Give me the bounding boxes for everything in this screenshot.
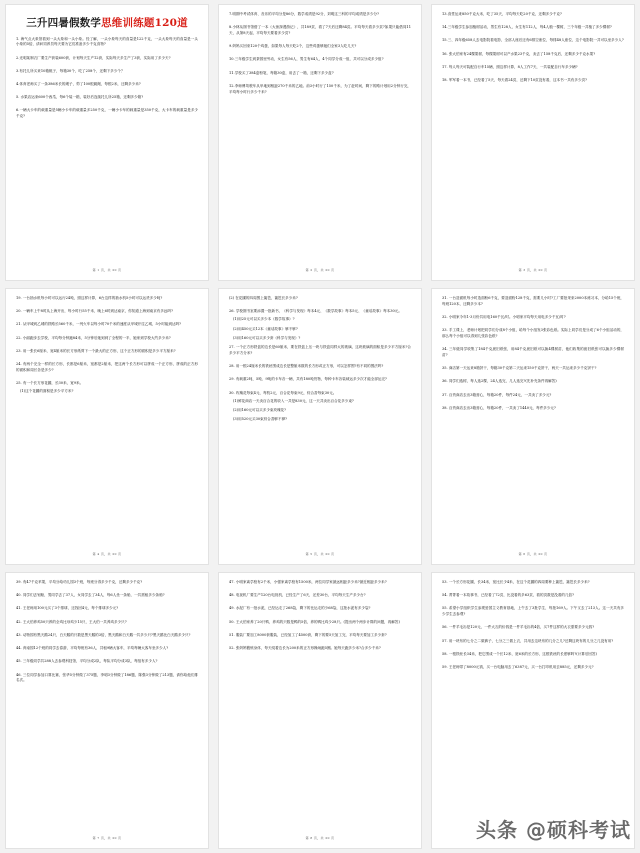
- question-item: 20. 一辆车上午8时从上海开出，每小时行55千米，晚上6时到达南京，你知道上海到南京有多远吗?: [16, 309, 173, 314]
- page-footer: 第 4 页，共 20 页: [92, 552, 122, 556]
- question-item: 14.三年级学生参加植树活动，男生有128人，女生有112人，每4人植一棵树，三个年级一共植了多少棵树?: [442, 25, 612, 30]
- page-title: [16, 18, 198, 30]
- document-page-7[interactable]: [5, 572, 209, 849]
- page-footer: 第 1 页，共 20 页: [92, 268, 122, 272]
- question-list: [229, 12, 411, 264]
- question-item: 35. 商店第一天运来8箱饼干，每箱30千克第二天运来150千克饼干，两天一共运来多少千克饼干?: [442, 366, 597, 371]
- page-footer: 第 7 页，共 20 页: [92, 836, 122, 840]
- document-page-2[interactable]: [218, 4, 422, 281]
- question-item: 10.三年级学生到茶园里劳动，女生有56人，男生有64人，4个同学分成一组，共可以分成多少组?: [229, 57, 384, 62]
- question-item: 8.小林从图书馆借了一本《大侦探漫游记》，共189页，看了7天后还剩84页。平均每天看多少页?如果只能借同11天，从第8天起，平均每天要看多少页?: [229, 25, 411, 35]
- question-item: 4.体育老师买了一条386米长的绳子，剪了100根跳绳，每根2米，还剩多少米?: [16, 81, 141, 86]
- question-item: 3.有托儿所买来10箱桃子，每箱30个，吃了258个，还剩下多少个？: [16, 68, 125, 73]
- question-item: 40. 同学们去划船，男同学去了37人，女同学去了34人，每6人坐一条船，一共需租多少条船?: [16, 593, 165, 598]
- page-footer: 第 6 页，共 20 页: [518, 552, 548, 556]
- question-item: 43. 动物园有黑天鹅24只，白天鹅的只数是黑天鹅的3倍，黑天鹅和白天鹅一共多少只?黑天鹅比白天鹅多少只?: [16, 632, 191, 637]
- question-item: 31. 一台造面机每小时造面粉6千克，要造面粉128千克，需要几小时?工厂要批采来2000本练习本，分给15个班，每班120本，还剩多少本?: [442, 296, 624, 306]
- question-item: 44. 育南园12个班的同学去春游，平均每班有36人，共租9辆大客车，平均每辆大客车坐多少人?: [16, 646, 169, 651]
- question-item: 16. 张大伯家有24棵果树，每棵果树可以产水果23千克，卖去了158千克后，还剩多少千克水果?: [442, 51, 596, 56]
- question-list: [16, 580, 198, 832]
- question-item: 9.妈妈买回来120个鸡蛋，如果每人每天吃2个，这些鸡蛋够她们全家3人吃几天?: [229, 44, 357, 49]
- question-list: [442, 580, 624, 844]
- question-subitem: (3)用160元可以买多少套《科学与发现》?: [233, 335, 301, 340]
- question-item: 26. 学校图书室要添置一批新书，《科学与发现》每本4元、《数学故事》每本5元、《童话故事》每本30元。: [229, 309, 402, 314]
- document-page-9[interactable]: [431, 572, 635, 849]
- question-item: 27. 一个正方形铁盒的边长是60厘米，要在铁盒上压一块与铁盒同样大的玻璃，这块玻璃的面积是多少平方厘米?合多少平方分米?: [229, 345, 411, 355]
- page-footer: 第 2 页，共 20 页: [305, 268, 335, 272]
- question-item: 58. 一根铁丝长34米，把它围成一个长12米、宽6米的长方形，这根铁丝的长度够吗?(计算后回答): [442, 651, 597, 656]
- question-item: 28. 用一根24厘米长的铁丝围成边长是整厘米数的长方形或正方形，可以怎样围?有不同的围法吗?: [229, 364, 384, 369]
- question-item: 33. 手工课上，老师计划把同学们分成8个小组，给每个小组发3张彩色纸。实际上同学们是分成了6个小组活动的，那么每个小组可以得到几张彩色纸?: [442, 328, 624, 338]
- question-subitem: (1)这个花圃的面积是多少平方米?: [20, 389, 74, 394]
- question-item: 6.一辆大卡车的载重量是5辆小卡车的载重量多250千克，一辆小卡车的载重量是350千克，大卡车的载重量是多少千克?: [16, 108, 198, 119]
- question-item: 22. 小丽跑步去学校，平均每分钟跑84米，5分钟后她到到了全程的一半，她家到学校大约多少米?: [16, 335, 171, 340]
- question-item: 19. 一台抽水机每小时可以运行24吨，照这样计算，6台这样的抽水机5小时可以运货多少吨?: [16, 296, 163, 300]
- question-item: 54. 菁菁看一本故事书，已经看了72页，比没看的多63页，看的页数是没看的几倍?: [442, 593, 575, 598]
- question-item: 37. 百货商店去出3箱营心，每箱20件，每件24元，一共卖了多少元?: [442, 392, 552, 397]
- question-item: 11.学校买了384盒粉笔，每箱30盒，用去了一箱，还剩下多少盒?: [229, 70, 334, 75]
- question-subitem: (1)用25元可以买多少本《数学故事》?: [233, 317, 295, 322]
- question-list: [229, 296, 411, 548]
- question-item: 41. 王老师用100元买了3个排球，还找回4元，每个排球多少元?: [16, 606, 119, 611]
- document-page-3[interactable]: [431, 4, 635, 281]
- question-subitem: (2)用160元可以买多少束玫瑰花?: [233, 408, 287, 413]
- document-page-1[interactable]: [5, 4, 209, 281]
- question-item: 7.明期中考试体育、音乐的平均分是86分，数学成绩是92分，刘明这三科的平均成绩是多少分?: [229, 12, 379, 16]
- page-footer: 第 5 页，共 20 页: [305, 552, 335, 556]
- document-page-4[interactable]: [5, 288, 209, 565]
- question-item: 57. 用一块布的七分之二做裤子，七分之三做上衣，共用去这块布的几分之几?还剩这块布的几分之几没有用?: [442, 638, 614, 643]
- question-item: 32. 小明家今年1-3月份共用电160千瓦/时。小明家平均每天用电多少千瓦/时?: [442, 314, 566, 319]
- question-item: 53. 一个长方形花圃，长34米，宽比长少4米，在这个花圃的四周要种上篱笆，篱笆长多少米?: [442, 580, 590, 584]
- question-item: 50. 王大伯家养了20只鸭，养鸡的只数是鸭的5倍，养的鸭比鸡少28只。(提出两个两步计算的问题，再解答): [229, 619, 400, 624]
- question-item: 21. 从甲城到乙城的铁路长560千米，一列火车以每小时70千米的速度从甲城开往乙城，5小时能到达吗?: [16, 322, 182, 327]
- page-title-black: 三升四暑假数学: [26, 17, 102, 29]
- question-item: 17. 每人每天可装配自行车15辆，照这样计算，8人工作7天，一共装配自行车多少辆?: [442, 64, 578, 69]
- question-item: 29. 有载重2吨、5吨、9吨的卡车各一辆，共有180吨货物，每种卡车各装载运多少次才能全部运完?: [229, 377, 387, 382]
- question-item: 24. 有两个完全一样的长方形，长都是6厘米，宽都是2厘米，把这两个长方形可以拼成一个正方形，拼成的正方形的面积和周长各是多少?: [16, 362, 198, 372]
- question-item: 34. 三年级同学收集了184千克废旧纸张，用84千克废旧纸可以换4棵树苗，他们收集的废旧纸张可以换多少棵树苗?: [442, 347, 624, 357]
- question-item: 5. 水果店运来600个西瓜，每6个装一箱，装好后连续托儿所25箱，还剩多少箱?: [16, 95, 144, 100]
- question-item: 48. 电视机厂要生产120台电视机，已经生产了6天，还差30台，平均每天生产多少台?: [229, 593, 366, 598]
- question-item: 42. 王大伯养鸡50只养的全鸡比母鸡少15只，王大伯一共养鸡多少只?: [16, 619, 127, 624]
- question-list: [16, 37, 198, 264]
- question-item: 18. 军军看一本书，已经看了5天，每天看24页，还剩下10页没有看，这本书一共有多少页?: [442, 78, 587, 83]
- question-item: 46. 三位同学参加口算比赛，张华5分钟做了375题，李明3分钟做了186题，陈强3分钟做了213题，请你给他们排名次。: [16, 672, 198, 683]
- question-item: 39. 有47千克苹果，平均分给幼儿园3个班，每班分得多少千克，还剩多少千克?: [16, 580, 143, 584]
- question-item: 15.三、四年级658人去电影院看电影，全部人座后还有6排空座位，每排48人座位，这个电影院一共可以坐多少人?: [442, 38, 624, 43]
- question-item: 49. 水泥厂有一批水泥，已经运走了268袋，剩下的比运走的少68袋，这批水泥有多少袋?: [229, 606, 371, 611]
- question-item: 47. 小明家离学校有2千米，小强家离学校有1500米，两位同学家最远相距多少米?最近相距多少米?: [229, 580, 387, 584]
- question-item: 13.食堂运来850千克大米，吃了35天，平均每天吃20千克，还剩多少千克?: [442, 12, 562, 16]
- question-item: 38. 百货商店去出3箱营心，每箱20件，一共卖了1440元，每件多少元?: [442, 405, 556, 410]
- question-item: 51. 服装厂要加工8000套服装，已经加工了4500套，剩下的要5天加工完，平均每天要加工多少套?: [229, 632, 387, 637]
- watermark: 头条 @硕科考试: [476, 818, 631, 842]
- page-footer: 第 3 页，共 20 页: [518, 268, 548, 272]
- question-item: 52. 张妈妈锻炼身体，每天绕着边长为200米的正方形操场跑5圈。她每天跑多少米?合多少千米?: [229, 646, 381, 651]
- document-page-5[interactable]: [218, 288, 422, 565]
- question-subitem: (2) 在花圃的四周围上篱笆，篱笆长多少米?: [229, 296, 298, 300]
- document-page-8[interactable]: [218, 572, 422, 849]
- question-list: [442, 296, 624, 548]
- question-item: 1. 海气点大象馆看到一头大象和一头小象。经了解，一头小象每天的食量是122千克，一头大象每天的食量是一头小象的5倍，请问饲养员每天要为它们准备多少千克食物?: [16, 36, 198, 47]
- question-subitem: (3)用520元买30束综合香够不够?: [233, 417, 288, 422]
- document-page-6[interactable]: [431, 288, 635, 565]
- question-item: 59. 王老师带了8000元钱，买一台电脑用去了6387元，买一台打印机用去885元，还剩多少元?: [442, 665, 594, 670]
- question-item: 30. 玫瑰花每束4元、每枝2元，百合花每束9元，综合香每束30元。: [229, 390, 337, 395]
- question-item: 36. 同学们选树，每人选2棵，24人选完，几人选完?(先补充条件再解答): [442, 379, 557, 384]
- question-item: 2.光明某制衣厂要生产套装600套，计划每天生产12套，实际每天多生产了3套，实际用了多少天?: [16, 55, 171, 60]
- question-item: 55. 希望小学组织学生参观爱国主义教育基地，上午去了3批学生，每批169人。下午又去了213人。这一天共有多少学生去参观?: [442, 606, 624, 617]
- question-list: [229, 580, 411, 832]
- question-subitem: (1)鲜花商店一天卖百合花的收入一共是830元，这一天共卖出百合花多少束?: [233, 398, 354, 403]
- page-footer: 第 8 页，共 20 页: [305, 836, 335, 840]
- page-title-red: 思维训练题120道: [101, 17, 188, 29]
- question-item: 45. 三年级同学共288人去参观科技馆，平均分成2队，每队平均分成3队，每组有多少人?: [16, 659, 158, 664]
- question-item: 23. 用一张长6厘米、宽4厘米的长方形纸剪下一个最大的正方形，这个正方形的面积是多少平方厘米?: [16, 348, 176, 353]
- question-list: [442, 12, 624, 264]
- question-subitem: (2)用450元买12本《童话故事》够不够?: [233, 326, 298, 331]
- question-item: 56. 一件羊毛衫是120元，一件大衣的价钱是一件羊毛衫的4倍，买7件这样的大衣需要多少元钱?: [442, 625, 595, 630]
- question-item: 25. 有一个长方形花圃，长30米，宽9米。: [16, 381, 84, 386]
- question-item: 12.李师傅驾驶车从甲地到相距270千米的乙地。前3小时行了150千米，为了赶时间，剩下的路计划用2分钟行完，平均每小时行多少千米?: [229, 83, 411, 94]
- question-list: [16, 296, 198, 548]
